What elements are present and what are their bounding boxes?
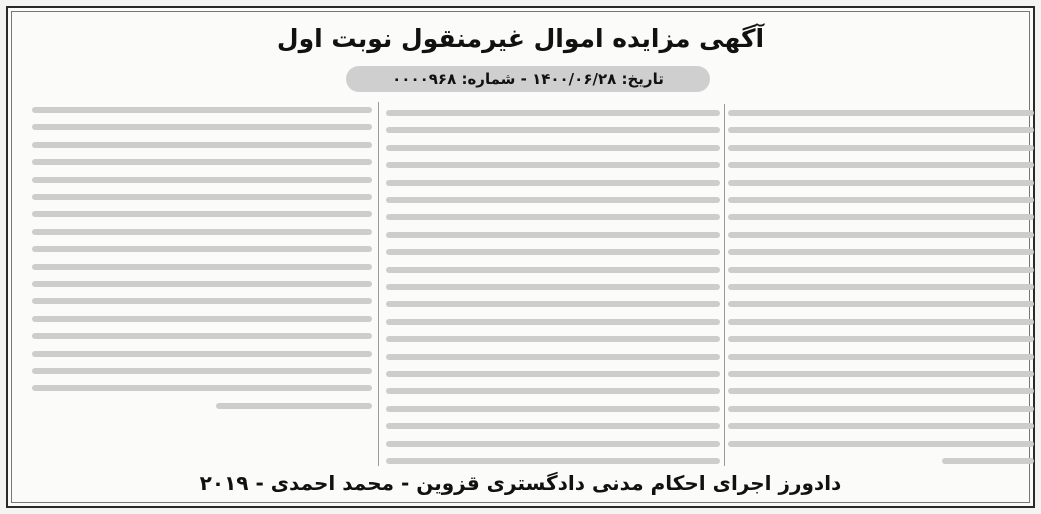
illegible-text-line	[728, 336, 1034, 342]
illegible-text-line	[728, 232, 1034, 238]
illegible-text-line	[32, 142, 372, 148]
illegible-text-line	[728, 301, 1034, 307]
notice-title: آگهی مزایده اموال غیرمنقول نوبت اول	[276, 24, 765, 53]
illegible-text-line	[386, 388, 720, 394]
illegible-text-line	[32, 264, 372, 270]
illegible-text-line	[728, 423, 1034, 429]
illegible-text-line	[386, 267, 720, 273]
illegible-text-line	[728, 267, 1034, 273]
illegible-text-line	[386, 319, 720, 325]
illegible-text-line	[216, 403, 372, 409]
illegible-text-line	[728, 388, 1034, 394]
illegible-text-line	[32, 316, 372, 322]
illegible-text-line	[32, 107, 372, 113]
illegible-text-line	[386, 371, 720, 377]
illegible-text-line	[728, 441, 1034, 447]
illegible-text-line	[386, 214, 720, 220]
illegible-text-line	[32, 246, 372, 252]
illegible-text-line	[386, 336, 720, 342]
illegible-text-line	[386, 441, 720, 447]
body-column-middle	[386, 42, 720, 466]
illegible-text-line	[728, 249, 1034, 255]
illegible-text-line	[32, 194, 372, 200]
illegible-text-line	[386, 301, 720, 307]
body-column-right	[728, 104, 1034, 466]
illegible-text-line	[386, 249, 720, 255]
illegible-text-line	[942, 458, 1034, 464]
illegible-text-line	[728, 214, 1034, 220]
illegible-text-line	[32, 281, 372, 287]
illegible-text-line	[32, 385, 372, 391]
illegible-text-line	[386, 197, 720, 203]
illegible-text-line	[32, 351, 372, 357]
date-number-badge: تاریخ: ۱۴۰۰/۰۶/۲۸ - شماره: ۰۰۰۰۹۶۸	[346, 66, 710, 92]
illegible-text-line	[728, 162, 1034, 168]
column-divider	[724, 104, 725, 466]
illegible-text-line	[32, 333, 372, 339]
illegible-text-line	[728, 354, 1034, 360]
illegible-text-line	[32, 177, 372, 183]
illegible-text-line	[386, 354, 720, 360]
illegible-text-line	[386, 232, 720, 238]
illegible-text-line	[728, 406, 1034, 412]
illegible-text-line	[386, 406, 720, 412]
illegible-text-line	[386, 284, 720, 290]
illegible-text-line	[32, 368, 372, 374]
illegible-text-line	[386, 423, 720, 429]
illegible-text-line	[728, 110, 1034, 116]
notice-inner-border	[11, 11, 1030, 503]
signature-line: دادورز اجرای احکام مدنی دادگستری قزوین - محمد احمدی - ۲۰۱۹	[199, 471, 842, 495]
illegible-text-line	[386, 458, 720, 464]
illegible-text-line	[728, 180, 1034, 186]
illegible-text-line	[386, 110, 720, 116]
illegible-text-line	[386, 162, 720, 168]
illegible-text-line	[386, 127, 720, 133]
illegible-text-line	[386, 180, 720, 186]
notice-frame	[6, 6, 1035, 508]
illegible-text-line	[728, 319, 1034, 325]
illegible-text-line	[728, 284, 1034, 290]
illegible-text-line	[32, 124, 372, 130]
illegible-text-line	[386, 145, 720, 151]
illegible-text-line	[728, 197, 1034, 203]
illegible-text-line	[728, 371, 1034, 377]
illegible-text-line	[32, 159, 372, 165]
illegible-text-line	[728, 127, 1034, 133]
illegible-text-line	[32, 298, 372, 304]
illegible-text-line	[32, 229, 372, 235]
column-divider	[378, 102, 379, 466]
body-column-left	[32, 100, 372, 466]
illegible-text-line	[728, 145, 1034, 151]
illegible-text-line	[32, 211, 372, 217]
